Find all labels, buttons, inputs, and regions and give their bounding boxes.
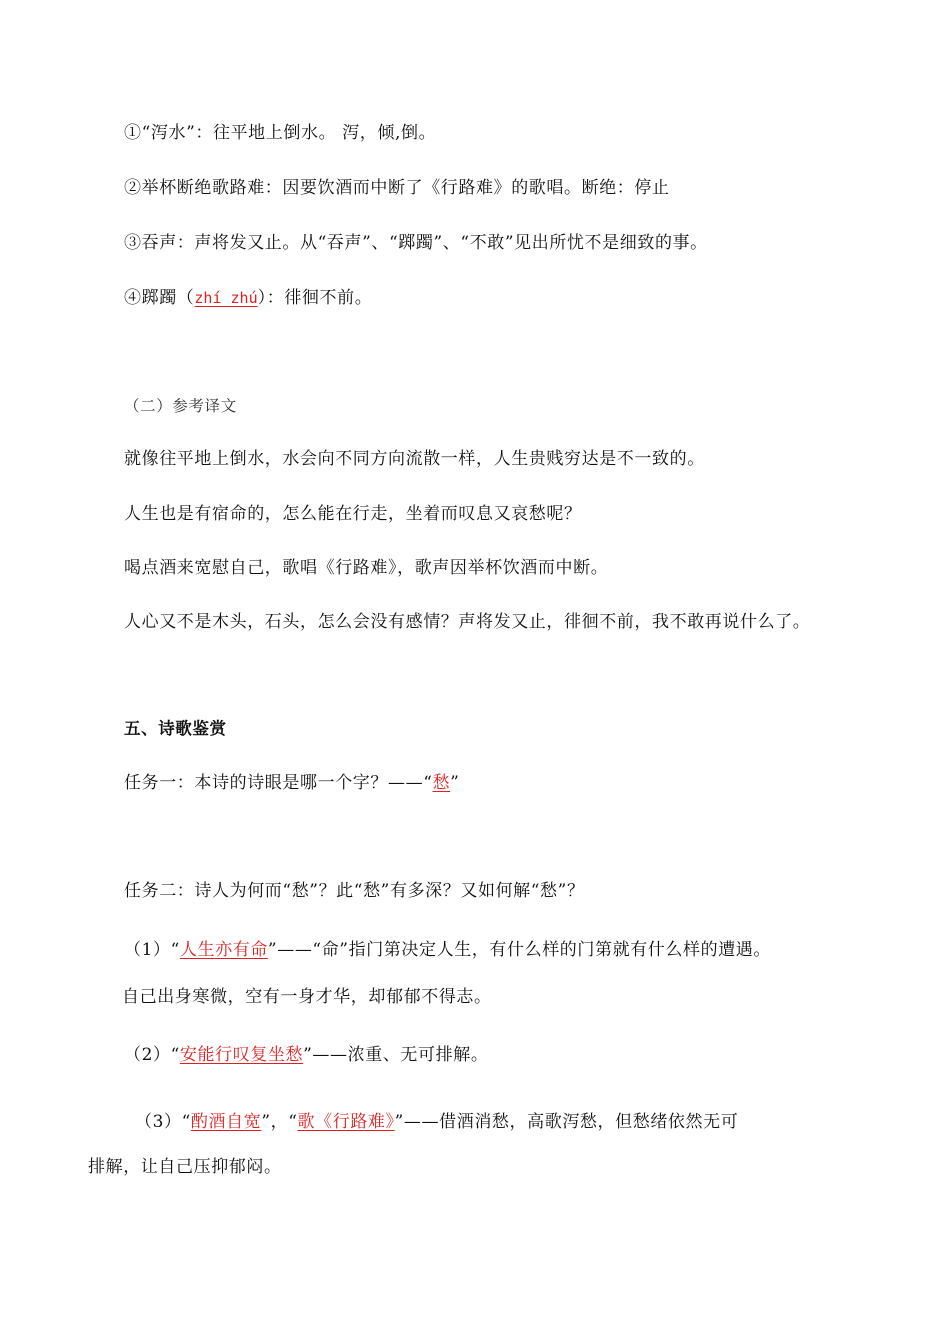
task-1-answer: 愁	[432, 773, 451, 793]
translation-p1: 就像往平地上倒水，水会向不同方向流散一样，人生贵贱穷达是不一致的。	[124, 449, 705, 469]
note-4-suffix: ）：徘徊不前。	[257, 288, 373, 308]
item-3-mid: ”，“	[261, 1112, 298, 1132]
item-1-line-2: 自己出身寒微，空有一身才华，却郁郁不得志。	[122, 987, 492, 1007]
item-3-line-2: 排解，让自己压抑郁闷。	[88, 1157, 282, 1177]
translation-p3: 喝点酒来宽慰自己，歌唱《行路难》，歌声因举杯饮酒而中断。	[124, 558, 609, 578]
task-1-suffix: ”	[450, 773, 460, 793]
item-3-suffix: ”——借酒消愁，高歌泻愁，但愁绪依然无可	[394, 1112, 739, 1132]
item-3-prefix: （3）“	[135, 1112, 191, 1132]
note-1: ①“泻水”：往平地上倒水。 泻，倾,倒。	[124, 123, 437, 143]
item-3-key-1: 酌酒自宽	[190, 1112, 262, 1132]
item-1-prefix: （1）“	[124, 940, 180, 960]
item-1	[124, 938, 771, 962]
note-4	[124, 286, 372, 310]
task-2: 任务二：诗人为何而“愁”？此“愁”有多深？又如何解“愁”？	[124, 881, 585, 901]
item-1-suffix: ”——“命”指门第决定人生，有什么样的门第就有什么样的遭遇。	[267, 940, 771, 960]
item-2-key: 安能行叹复坐愁	[179, 1045, 304, 1065]
item-2-suffix: ”——浓重、无可排解。	[303, 1045, 489, 1065]
task-1	[124, 771, 459, 795]
translation-p2: 人生也是有宿命的，怎么能在行走，坐着而叹息又哀愁呢？	[124, 504, 582, 524]
item-3	[135, 1110, 738, 1134]
note-3: ③吞声：声将发又止。从“吞声”、“踯躅”、“不敢”见出所忧不是细致的事。	[124, 233, 708, 253]
translation-heading: （二）参考译文	[124, 397, 237, 415]
appreciation-heading: 五、诗歌鉴赏	[124, 719, 227, 738]
translation-p4: 人心又不是木头，石头，怎么会没有感情？声将发又止，徘徊不前，我不敢再说什么了。	[124, 612, 811, 632]
item-2-prefix: （2）“	[124, 1045, 180, 1065]
note-4-pinyin: zhí zhú	[194, 289, 258, 307]
note-2: ②举杯断绝歌路难：因要饮酒而中断了《行路难》的歌唱。断绝：停止	[124, 178, 670, 198]
item-1-key: 人生亦有命	[179, 940, 268, 960]
task-1-prefix: 任务一：本诗的诗眼是哪一个字？——“	[124, 773, 433, 793]
note-4-prefix: ④踯躅（	[124, 288, 195, 308]
item-2	[124, 1043, 488, 1067]
item-3-key-2: 歌《行路难》	[297, 1112, 395, 1132]
